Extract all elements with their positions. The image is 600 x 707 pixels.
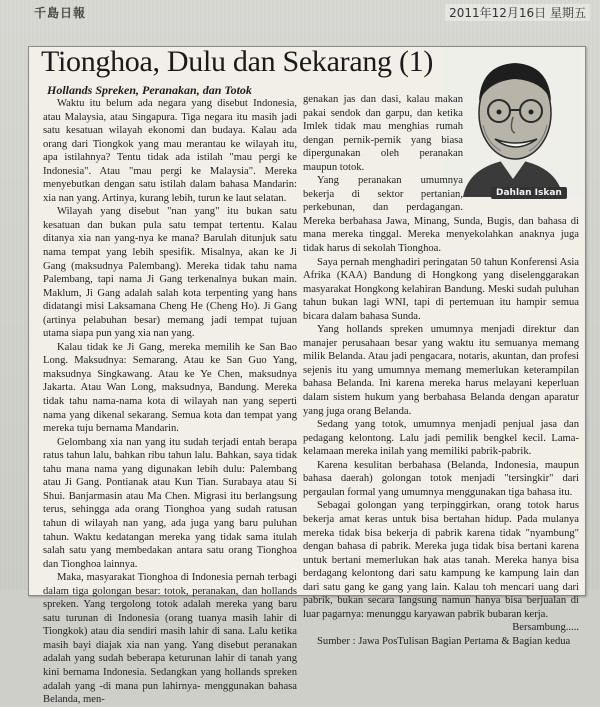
article-column-2	[303, 93, 579, 647]
source-note: Sumber : Jawa PosTulisan Bagian Pertama & Bagian kedua	[317, 635, 571, 647]
paragraph: Karena kesulitan berbahasa (Belanda, Indonesia, maupun bahasa daerah) golongan totok menjadi "tersingkir" dari pergaulan formal yang umumnya menggunakan tiga bahasa itu.	[303, 459, 579, 498]
article-clipping	[28, 45, 586, 706]
paragraph: genakan jas dan dasi, kalau makan pakai sendok dan garpu, dan ketika Imlek tidak mau menghias rumah dengan pernik-pernik yang biasa dipergunakan oleh peranakan maupun totok.	[303, 94, 463, 173]
paragraph: Sebagai golongan yang terpinggirkan, orang totok harus bekerja amat keras untuk bisa bertahan hidup. Pada mulanya mereka tidak bisa bekerja di pabrik karena tidak "nyambung" dengan bahasa di pabrik. Mereka juga tidak bisa bertani karena untuk bertani memerlukan hak atas tanah. Mereka hanya bisa berdagang kelontong dari satu kampung ke kampung lain dan dari satu gang ke gang yang lain. Kalau toh mencari uang dari pabrik, bukan secara langsung namun hanya bisa berjualan di luar pagarnya: menunggu karyawan pabrik bubaran kerja.	[303, 500, 579, 620]
continued-note: Bersambung.....	[512, 622, 579, 634]
author-name-caption: Dahlan Iskan	[491, 187, 567, 199]
paragraph: Wilayah yang disebut "nan yang" itu bukan satu kesatuan dan bukan pula satu tempat tertentu. Kalau ditanya xia nan yang-nya ke mana? Barulah ditunjuk satu nama tempat yang lebih spesifik. Misalnya, akan ke Ji Gang (maksudnya Palembang). Mereka tidak tahu nama Palembang, tapi nama Ji Gang terkenalnya bukan main. Maklum, Ji Gang adalah salah kota terpenting yang hans didatangi misi Laksamana Cheng He (Cheng Ho). Ji Gang (artinya pelabuhan besar) memang jadi tempat tujuan utama siapa pun yang xia nan yang.	[43, 206, 297, 340]
paragraph: Waktu itu belum ada negara yang disebut Indonesia, atau Malaysia, atau Singapura. Tiga negara itu masih jadi satu kesatuan wilayah ekonomi dan budaya. Kalau ada orang dari Tiongkok yang mau merantau ke wilayah itu, apa istilahnya? Tentu tidak ada istilah "mau pergi ke Indonesia". Atau "mau pergi ke Malaysia". Mereka menyebutkan dengan satu istilah dalam bahasa Mandarin: xia nan yang. Artinya, kurang lebih, turun ke laut selatan.	[43, 98, 297, 204]
paragraph: Gelombang xia nan yang itu sudah terjadi entah berapa ratus tahun lalu, bahkan ribu tahun lalu. Bahkan, saya tidak tahu mana nama yang digunakan lebih dulu: Palembang atau Ji Gang. Pontianak atau Kun Tian. Surabaya atau Si Shui. Banjarmasin atau Ma Chen. Migrasi itu berlangsung terus, sehingga ada orang Tionghoa yang sudah ratusan tahun di wilayah nan yang, ada juga yang baru puluhan tahun. Waktu kedatangan mereka yang tidak sama itulah salah satu yang membedakan antara satu orang Tionghoa dan Tionghoa lainnya.	[43, 436, 297, 570]
paragraph: Kalau tidak ke Ji Gang, mereka memilih ke San Bao Long. Maksudnya: Semarang. Atau ke San Guo Yang, maksudnya Singkawang. Atau ke Ye Chen, maksudnya Jakarta. Atau Wan Long, maksudnya, Bandung. Mereka tidak tahu nama-nama kota di wilayah nan yang seperti nama yang dikenal sekarang. Semua kota dan tempat yang mereka tuju bernama Mandarin.	[43, 341, 297, 435]
issue-date: 2011年12月16日 星期五	[445, 4, 590, 21]
masthead	[0, 2, 600, 24]
paragraph: Yang peranakan umumnya bekerja di sektor pertanian, perkebunan, dan perdagangan. Mereka berbahasa Jawa, Minang, Sunda, Bugis, dan bahasa di mana mereka tinggal. Mereka menyekolahkan anaknya juga tidak harus di sekolah Tionghoa.	[303, 175, 579, 255]
paragraph: Yang hollands spreken umumnya menjadi direktur dan manajer perusahaan besar yang waktu itu semuanya memang milik Belanda. Atau jadi pengacara, notaris, akuntan, dan profesi sejenis itu yang umumnya memang memerlukan keterampilan bahasa Belanda. Ini karena mereka harus melayani keperluan dalam sistem hukum yang berbahasa Belanda dengan aparatur yang juga orang Belanda.	[303, 324, 579, 417]
paragraph: Maka, masyarakat Tionghoa di Indonesia pernah terbagi dalam tiga golongan besar: totok, peranakan, dan hollands spreken. Yang tergolong totok adalah mereka yang baru satu turunan di Indonesia (orang tuanya masih lahir di Tiongkok) atau dia sendiri masih lahir di sana. Lalu ketika masih bayi diajak xia nan yang. Yang disebut peranakan adalah yang sudah beberapa keturunan lahir di tanah yang kini bernama Indonesia. Sedangkan yang hollands spreken adalah yang -di mana pun lahirnya- menggunakan bahasa Belanda, men-	[43, 572, 297, 706]
paragraph: Saya pernah menghadiri peringatan 50 tahun Konferensi Asia Afrika (KAA) Bandung di Hongkong yang diselenggarakan masyarakat Hongkong kelahiran Bandung. Meski sudah puluhan tahun bukan lagi WNI, tapi di pertemuan itu hampir semua bicara dalam bahasa Sunda.	[303, 256, 579, 322]
photo-wrap-space	[469, 49, 581, 209]
article-subtitle: Hollands Spreken, Peranakan, dan Totok	[47, 83, 252, 97]
paragraph: Sedang yang totok, umumnya menjadi penjual jasa dan pedagang kelontong. Lalu jadi pemilik bengkel kecil. Lama-kelamaan mereka inilah yang memiliki pabrik-pabrik.	[303, 419, 579, 458]
article-title: Tionghoa, Dulu dan Sekarang (1)	[41, 45, 434, 78]
article-column-1	[43, 97, 297, 706]
newspaper-name: 千島日報	[34, 6, 87, 20]
